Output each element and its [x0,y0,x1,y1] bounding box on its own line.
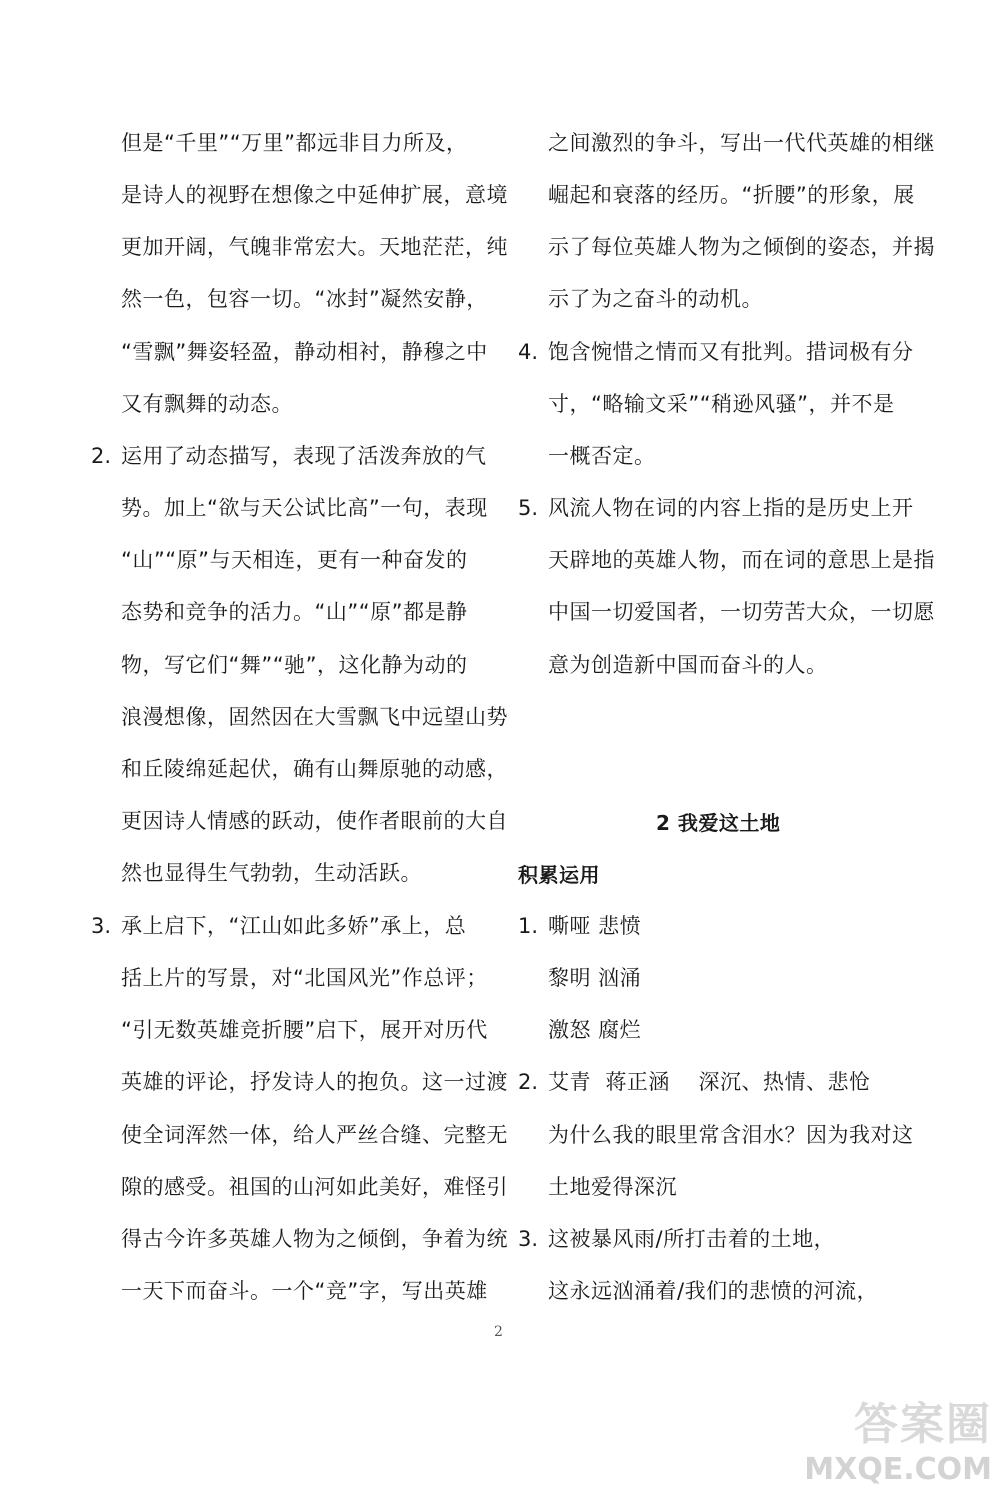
subsection-title: 积累运用 [518,863,600,887]
text-line: 意为创造新中国而奋斗的人。 [548,653,828,677]
text-line: 和丘陵绵延起伏，确有山舞原驰的动感， [121,757,508,781]
item-number: 2. [91,444,112,468]
text-line: 然也显得生气勃勃，生动活跃。 [121,861,422,885]
text-line: 势。加上“欲与天公试比高”一句，表现 [121,496,488,520]
text-line: “引无数英雄竞折腰”启下，展开对历代 [121,1018,488,1042]
text-line: 饱含惋惜之情而又有批判。措词极有分 [548,340,914,364]
answer-line: 为什么我的眼里常含泪水？因为我对这 [548,1123,914,1147]
answer-line: 这永远汹涌着/我们的悲愤的河流， [548,1279,879,1303]
section-title: 2 我爱这土地 [656,811,781,835]
text-line: 隙的感受。祖国的山河如此美好，难怪引 [121,1175,508,1199]
text-line: 得古今许多英雄人物为之倾倒，争着为统 [121,1227,508,1251]
text-line: 一概否定。 [548,444,656,468]
item-number: 3. [518,1227,539,1251]
text-line: 英雄的评论，抒发诗人的抱负。这一过渡 [121,1070,508,1094]
text-line: 括上片的写景，对“北国风光”作总评； [121,966,488,990]
text-line: 风流人物在词的内容上指的是历史上开 [548,496,914,520]
text-line: 示了每位英雄人物为之倾倒的姿态，并揭 [548,235,935,259]
answer-line: 土地爱得深沉 [548,1175,677,1199]
text-line: 寸，“略输文采”“稍逊风骚”，并不是 [548,392,895,416]
item-number: 4. [518,340,539,364]
watermark [804,1388,992,1487]
text-line: 天辟地的英雄人物，而在词的意思上是指 [548,548,935,572]
text-line: 是诗人的视野在想像之中延伸扩展，意境 [121,183,508,207]
text-line: “雪飘”舞姿轻盈，静动相衬，静穆之中 [121,340,488,364]
text-line: 之间激烈的争斗，写出一代代英雄的相继 [548,131,935,155]
answer-line: 激怒 腐烂 [548,1018,642,1042]
answer-line: 艾青 蒋正涵 深沉、热情、悲怆 [548,1070,871,1094]
watermark-logo-text: 答案圈 [854,1399,992,1450]
answer-line: 这被暴风雨/所打击着的土地， [548,1227,836,1251]
text-line: “山”“原”与天相连，更有一种奋发的 [121,548,468,572]
text-line: 更因诗人情感的跃动，使作者眼前的大自 [121,809,508,833]
text-line: 浪漫想像，固然因在大雪飘飞中远望山势 [121,705,508,729]
page-number: 2 [494,1324,503,1340]
text-line: 使全词浑然一体，给人严丝合缝、完整无 [121,1123,508,1147]
text-line: 中国一切爱国者，一切劳苦大众，一切愿 [548,600,935,624]
text-line: 一天下而奋斗。一个“竞”字，写出英雄 [121,1279,488,1303]
answer-line: 嘶哑 悲愤 [548,914,642,938]
text-line: 物，写它们“舞”“驰”，这化静为动的 [121,653,468,677]
text-line: 更加开阔，气魄非常宏大。天地茫茫，纯 [121,235,508,259]
text-line: 态势和竞争的活力。“山”“原”都是静 [121,600,468,624]
text-line: 然一色，包容一切。“冰封”凝然安静， [121,287,488,311]
text-line: 运用了动态描写，表现了活泼奔放的气 [121,444,487,468]
text-line: 崛起和衰落的经历。“折腰”的形象，展 [548,183,915,207]
text-line: 但是“千里”“万里”都远非目力所及， [121,131,468,155]
text-line: 又有飘舞的动态。 [121,392,293,416]
answer-line: 黎明 汹涌 [548,966,642,990]
item-number: 1. [518,914,539,938]
text-line: 承上启下，“江山如此多娇”承上，总 [121,914,467,938]
item-number: 5. [518,496,539,520]
text-line: 示了为之奋斗的动机。 [548,287,763,311]
watermark-url: MXQE.COM [804,1452,992,1487]
item-number: 3. [91,914,112,938]
item-number: 2. [518,1070,539,1094]
